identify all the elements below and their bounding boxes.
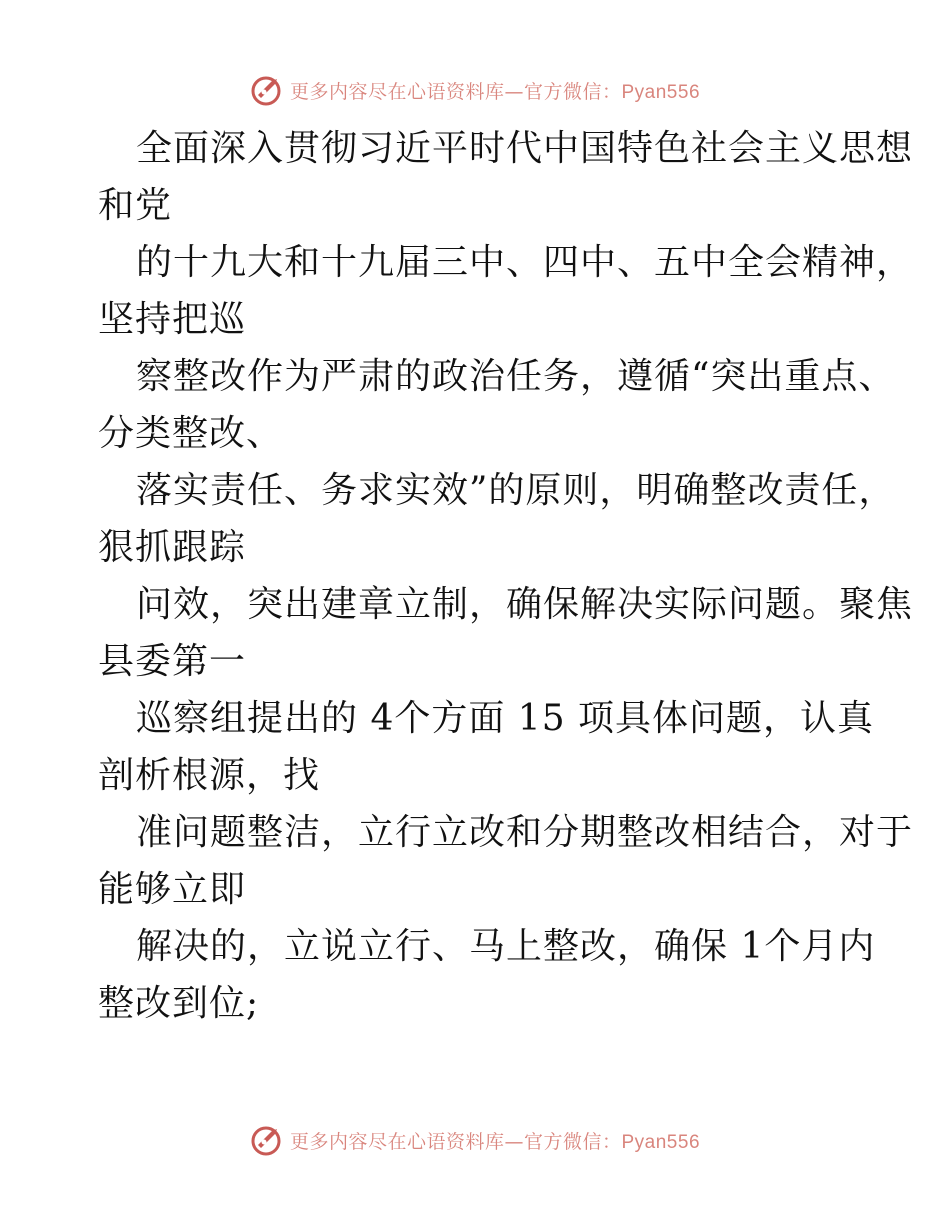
watermark-text: 更多内容尽在心语资料库—官方微信：Pyan556 — [289, 1130, 701, 1153]
text-line: 全面深入贯彻习近平时代中国特色社会主义思想 — [136, 128, 914, 169]
text-line: 问效，突出建章立制，确保解决实际问题。聚焦 — [136, 584, 914, 625]
text-line: 的十九大和十九届三中、四中、五中全会精神， — [136, 242, 914, 283]
text-line: 整改到位; — [98, 983, 260, 1024]
text-line: 县委第一 — [98, 641, 247, 682]
text-line: 和党 — [98, 185, 173, 226]
text-line: 巡察组提出的 4个方面 15 项具体问题，认真 — [136, 698, 875, 739]
watermark-id: Pyan556 — [621, 1131, 701, 1153]
text-line: 狠抓跟踪 — [98, 527, 247, 568]
pen-logo-icon — [250, 73, 284, 107]
pen-logo-icon — [250, 1123, 284, 1157]
text-line: 解决的，立说立行、马上整改，确保 1个月内 — [136, 926, 876, 967]
text-line: 剖析根源，找 — [98, 755, 321, 796]
document-body — [98, 120, 914, 1032]
header-watermark — [0, 70, 950, 110]
text-line: 坚持把巡 — [98, 299, 247, 340]
text-line: 能够立即 — [98, 869, 247, 910]
watermark-text: 更多内容尽在心语资料库—官方微信：Pyan556 — [289, 80, 701, 103]
text-line: 分类整改、 — [98, 413, 284, 454]
watermark-id: Pyan556 — [621, 81, 701, 103]
text-line: 准问题整洁，立行立改和分期整改相结合，对于 — [136, 812, 914, 853]
text-line: 察整改作为严肃的政治任务，遵循“突出重点、 — [136, 356, 896, 397]
text-line: 落实责任、务求实效”的原则，明确整改责任， — [136, 470, 896, 511]
footer-watermark — [0, 1120, 950, 1160]
